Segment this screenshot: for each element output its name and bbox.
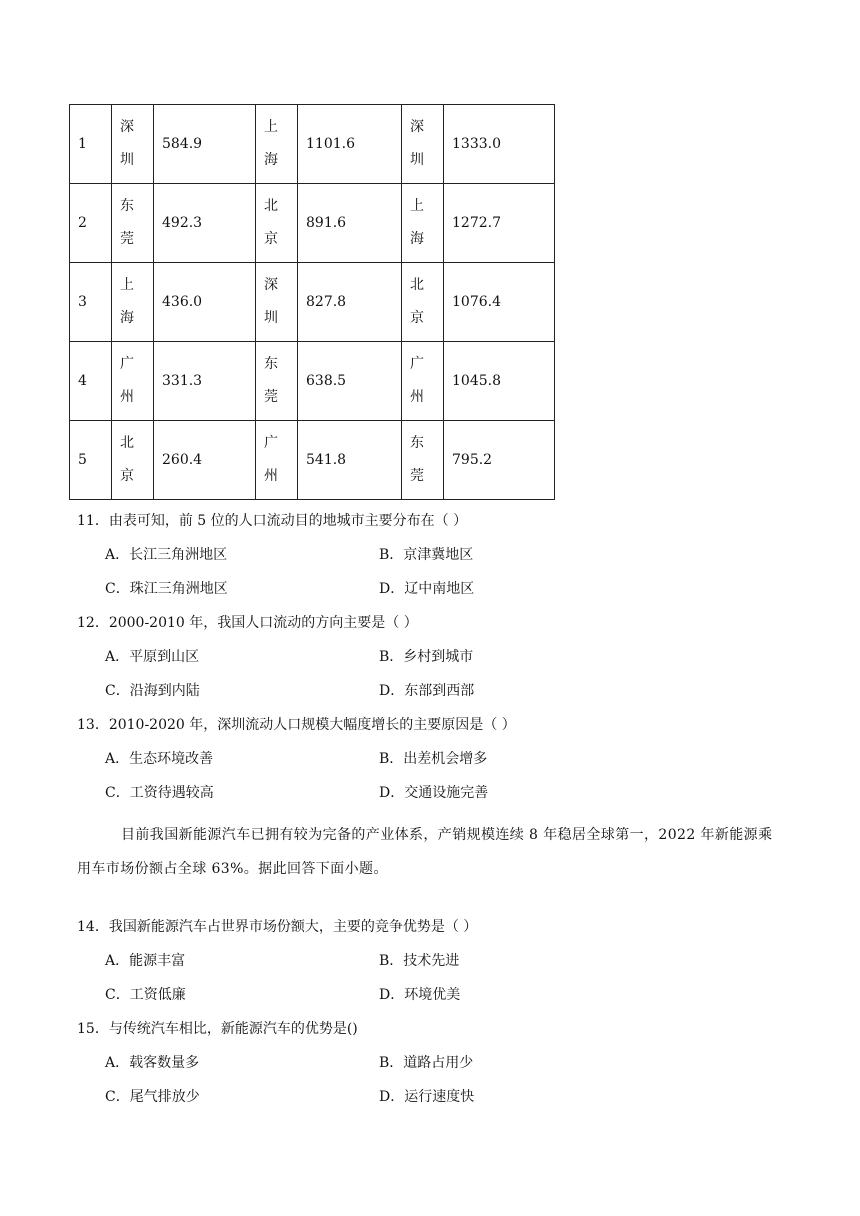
city-char: 北	[410, 277, 424, 293]
q14-option-d: D．环境优美	[379, 987, 461, 1003]
value-cell: 827.8	[298, 263, 402, 342]
city-char: 北	[264, 198, 278, 214]
rank-cell: 1	[70, 105, 112, 184]
city-char: 京	[264, 231, 278, 247]
city-char: 深	[120, 119, 134, 135]
value-cell: 1045.8	[444, 342, 555, 421]
value-cell: 492.3	[154, 184, 256, 263]
city-cell	[112, 263, 154, 342]
city-char: 北	[120, 435, 134, 451]
q15-option-d: D．运行速度快	[379, 1089, 475, 1105]
city-cell	[402, 184, 444, 263]
city-char: 莞	[120, 231, 134, 247]
q15-option-a: A．载客数量多	[105, 1055, 200, 1071]
city-cell	[256, 421, 298, 500]
value-cell: 1333.0	[444, 105, 555, 184]
city-char: 州	[120, 389, 134, 405]
city-cell	[112, 105, 154, 184]
rank-cell: 4	[70, 342, 112, 421]
q12-option-c: C．沿海到内陆	[105, 683, 200, 699]
value-cell: 436.0	[154, 263, 256, 342]
city-cell	[402, 342, 444, 421]
city-char: 京	[120, 468, 134, 484]
value-cell: 891.6	[298, 184, 402, 263]
value-cell: 584.9	[154, 105, 256, 184]
q14-option-b: B．技术先进	[379, 953, 460, 969]
city-char: 东	[264, 356, 278, 372]
q12-option-b: B．乡村到城市	[379, 649, 474, 665]
city-cell	[112, 342, 154, 421]
city-cell	[402, 263, 444, 342]
q15-option-b: B．道路占用少	[379, 1055, 474, 1071]
city-cell	[402, 421, 444, 500]
table-row	[70, 342, 555, 421]
q13-option-d: D．交通设施完善	[379, 785, 489, 801]
city-char: 东	[120, 198, 134, 214]
value-cell: 795.2	[444, 421, 555, 500]
value-cell: 260.4	[154, 421, 256, 500]
table-row	[70, 184, 555, 263]
value-cell: 1272.7	[444, 184, 555, 263]
city-char: 圳	[410, 152, 424, 168]
q11-option-d: D．辽中南地区	[379, 581, 475, 597]
city-char: 广	[120, 356, 134, 372]
city-char: 上	[264, 119, 278, 135]
city-cell	[256, 105, 298, 184]
q11-option-c: C．珠江三角洲地区	[105, 581, 228, 597]
value-cell: 638.5	[298, 342, 402, 421]
city-cell	[402, 105, 444, 184]
city-char: 上	[120, 277, 134, 293]
city-char: 东	[410, 435, 424, 451]
city-cell	[256, 263, 298, 342]
city-char: 州	[410, 389, 424, 405]
city-cell	[112, 421, 154, 500]
value-cell: 1101.6	[298, 105, 402, 184]
question-15-stem: 15．与传统汽车相比，新能源汽车的优势是()	[77, 1021, 358, 1037]
question-13-stem: 13．2010-2020 年，深圳流动人口规模大幅度增长的主要原因是（ ）	[77, 717, 516, 733]
city-char: 京	[410, 310, 424, 326]
q11-option-b: B．京津冀地区	[379, 547, 474, 563]
q12-option-a: A．平原到山区	[105, 649, 200, 665]
city-char: 莞	[264, 389, 278, 405]
q14-option-a: A．能源丰富	[105, 953, 186, 969]
city-char: 海	[264, 152, 278, 168]
city-char: 莞	[410, 468, 424, 484]
city-char: 深	[410, 119, 424, 135]
q11-option-a: A．长江三角洲地区	[105, 547, 228, 563]
passage-text: 目前我国新能源汽车已拥有较为完备的产业体系，产销规模连续 8 年稳居全球第一，2022 年新能源乘用车市场份额占全球 63%。据此回答下面小题。	[77, 827, 773, 877]
table-row	[70, 421, 555, 500]
city-char: 深	[264, 277, 278, 293]
city-cell	[256, 342, 298, 421]
city-char: 广	[264, 435, 278, 451]
value-cell: 541.8	[298, 421, 402, 500]
q12-option-d: D．东部到西部	[379, 683, 475, 699]
migration-table	[69, 104, 555, 500]
city-char: 海	[410, 231, 424, 247]
city-cell	[112, 184, 154, 263]
q15-option-c: C．尾气排放少	[105, 1089, 200, 1105]
question-12-stem: 12．2000-2010 年，我国人口流动的方向主要是（ ）	[77, 615, 418, 631]
city-char: 圳	[120, 152, 134, 168]
city-char: 上	[410, 198, 424, 214]
city-char: 圳	[264, 310, 278, 326]
city-char: 广	[410, 356, 424, 372]
q13-option-a: A．生态环境改善	[105, 751, 214, 767]
question-14-stem: 14．我国新能源汽车占世界市场份额大，主要的竞争优势是（ ）	[77, 919, 478, 935]
question-11-stem: 11．由表可知，前 5 位的人口流动目的地城市主要分布在（ ）	[77, 513, 468, 529]
city-char: 州	[264, 468, 278, 484]
table-row	[70, 263, 555, 342]
rank-cell: 3	[70, 263, 112, 342]
rank-cell: 2	[70, 184, 112, 263]
q13-option-c: C．工资待遇较高	[105, 785, 214, 801]
table-row	[70, 105, 555, 184]
value-cell: 1076.4	[444, 263, 555, 342]
q13-option-b: B．出差机会增多	[379, 751, 488, 767]
city-cell	[256, 184, 298, 263]
value-cell: 331.3	[154, 342, 256, 421]
q14-option-c: C．工资低廉	[105, 987, 186, 1003]
rank-cell: 5	[70, 421, 112, 500]
city-char: 海	[120, 310, 134, 326]
